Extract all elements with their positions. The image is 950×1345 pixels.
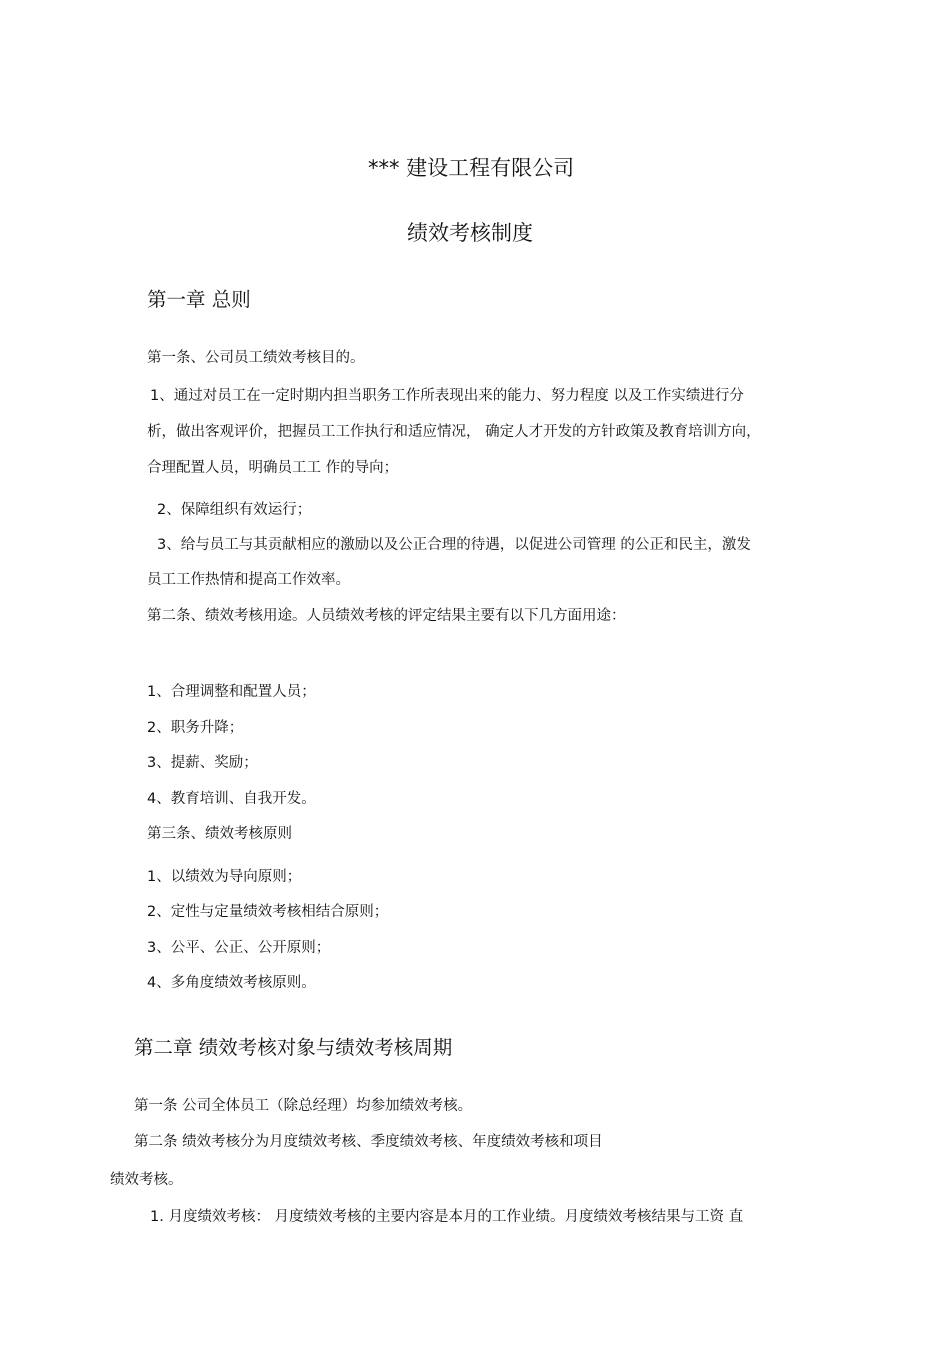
chapter-2-item-1: 1. 月度绩效考核： 月度绩效考核的主要内容是本月的工作业绩。月度绩效考核结果与工资 直 xyxy=(150,1209,744,1225)
document-title: 绩效考核制度 xyxy=(407,221,533,245)
chapter-2-article-1: 第一条 公司全体员工（除总经理）均参加绩效考核。 xyxy=(134,1098,473,1114)
chapter-2-article-2-line-2: 绩效考核。 xyxy=(110,1172,183,1188)
article-3-item-2: 2、定性与定量绩效考核相结合原则； xyxy=(147,904,389,920)
article-1-item-3-line-1: 3、给与员工与其贡献相应的激励以及公正合理的待遇，以促进公司管理 的公正和民主，激发 xyxy=(157,537,751,553)
chapter-2-heading: 第二章 绩效考核对象与绩效考核周期 xyxy=(134,1036,453,1059)
article-3-item-3: 3、公平、公正、公开原则； xyxy=(147,940,331,956)
article-2-item-1: 1、合理调整和配置人员； xyxy=(147,684,316,700)
article-1-title: 第一条、公司员工绩效考核目的。 xyxy=(147,350,365,366)
article-1-item-1-line-1: 1、通过对员工在一定时期内担当职务工作所表现出来的能力、努力程度 以及工作实绩进行分 xyxy=(150,388,744,404)
chapter-1-heading: 第一章 总则 xyxy=(147,288,251,311)
article-2-item-2: 2、职务升降； xyxy=(147,720,244,736)
article-1-item-3-line-2: 员工工作热情和提高工作效率。 xyxy=(147,572,350,588)
article-3-title: 第三条、绩效考核原则 xyxy=(147,826,292,842)
article-2-item-3: 3、提薪、奖励； xyxy=(147,755,258,771)
article-3-item-4: 4、多角度绩效考核原则。 xyxy=(147,975,316,991)
article-1-item-1-line-2: 析，做出客观评价，把握员工工作执行和适应情况， 确定人才开发的方针政策及教育培训方向， xyxy=(147,424,761,440)
article-2-item-4: 4、教育培训、自我开发。 xyxy=(147,791,316,807)
article-1-item-1-line-3: 合理配置人员，明确员工工 作的导向； xyxy=(147,460,399,476)
chapter-2-article-2-line-1: 第二条 绩效考核分为月度绩效考核、季度绩效考核、年度绩效考核和项目 xyxy=(134,1134,603,1150)
article-2-title: 第二条、绩效考核用途。人员绩效考核的评定结果主要有以下几方面用途： xyxy=(147,608,626,624)
article-3-item-1: 1、以绩效为导向原则； xyxy=(147,869,302,885)
article-1-item-2: 2、保障组织有效运行； xyxy=(157,502,312,518)
company-title: *** 建设工程有限公司 xyxy=(368,156,575,180)
